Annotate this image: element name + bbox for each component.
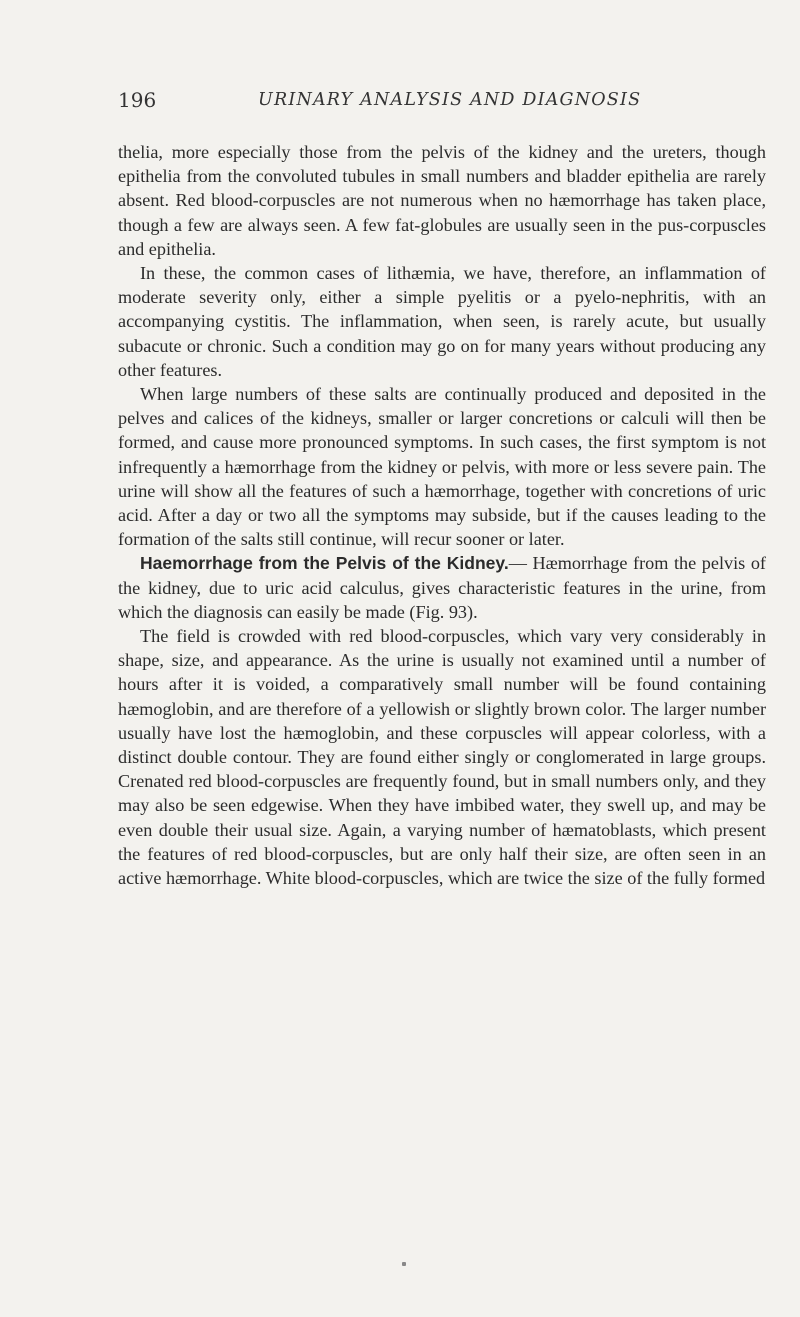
paragraph: In these, the common cases of lithæmia, we have, therefore, an inflammation of moderate severity only, either a simple pyelitis or a pyelo-nephritis, with an accompanying cystitis. The inflammation, when seen, is rarely acute, but usually subacute or chronic. Such a condition may go on for many years without producing any other features. — [118, 263, 766, 380]
running-head — [118, 88, 758, 118]
section-paragraph — [118, 551, 766, 624]
running-title: URINARY ANALYSIS AND DIAGNOSIS — [258, 90, 642, 110]
page-number: 196 — [118, 88, 157, 112]
printer-mark — [402, 1262, 406, 1266]
section-lead-text: — Hæmorrhage from the pelvis of the kidney, due to uric acid calculus, gives characteristic features in the urine, from which the diagnosis can easily be made (Fig. 93). — [118, 553, 766, 622]
paragraph: The field is crowded with red blood-corpuscles, which vary very considerably in shape, size, and appearance. As the urine is usually not examined until a number of hours after it is voided, a comparatively small number will be found containing hæmoglobin, and are therefore of a yellowish or slightly brown color. The larger number usually have lost the hæmoglobin, and these corpuscles will appear colorless, with a distinct double contour. They are found either singly or conglomerated in large groups. Crenated red blood-corpuscles are frequently found, but in small numbers only, and they may also be seen edgewise. When they have imbibed water, they swell up, and may be even double their usual size. Again, a varying number of hæmatoblasts, which present the features of red blood-corpuscles, but are only half their size, are often seen in an active hæmorrhage. White blood-corpuscles, which are twice the size of the fully formed — [118, 626, 766, 889]
paragraph: When large numbers of these salts are continually produced and deposited in the pelves and calices of the kidneys, smaller or larger concretions or calculi will then be formed, and cause more pronounced symptoms. In such cases, the first symptom is not infrequently a hæmorrhage from the kidney or pelvis, with more or less severe pain. The urine will show all the features of such a hæmorrhage, together with concretions of uric acid. After a day or two all the symptoms may subside, but if the causes leading to the formation of the salts still continue, will recur sooner or later. — [118, 384, 766, 550]
paragraph: thelia, more especially those from the pelvis of the kidney and the ureters, though epithelia from the convoluted tubules in small numbers and bladder epithelia are rarely absent. Red blood-corpuscles are not numerous when no hæmorrhage has taken place, though a few are always seen. A few fat-globules are usually seen in the pus-corpuscles and epithelia. — [118, 142, 766, 259]
body-text — [118, 140, 766, 890]
section-heading: Haemorrhage from the Pelvis of the Kidney. — [140, 553, 509, 574]
